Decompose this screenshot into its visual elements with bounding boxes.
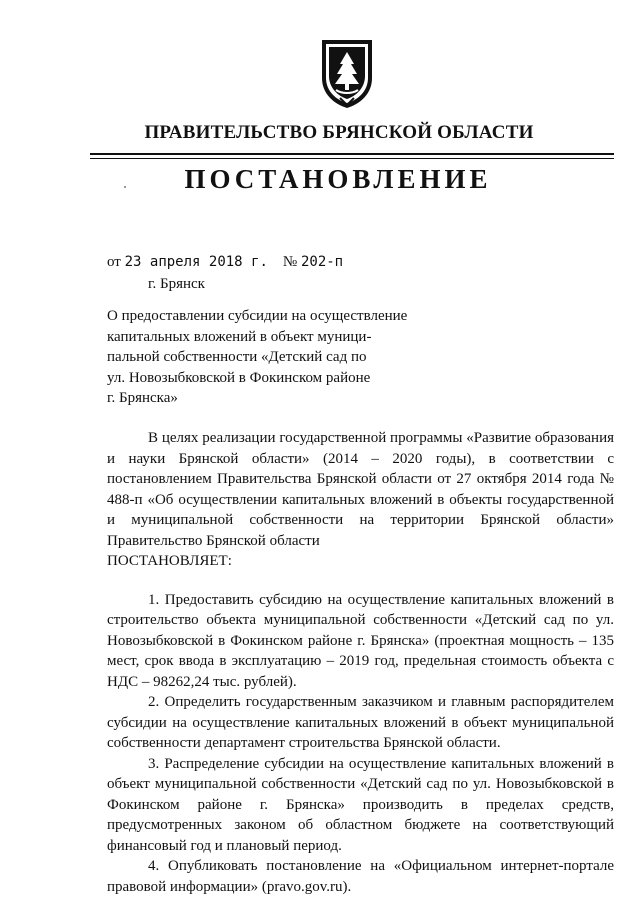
document-subject — [107, 306, 413, 409]
resolution-item: 3. Распределение субсидии на осуществление капитальных вложений в объект муниципальной собственности «Детский сад по ул. Новозыбковской в Фокинском районе г. Брянска» производить в пределах средств, предусмотренных законом об областном бюджете на соответствующий финансовый год и плановый период. — [107, 755, 614, 854]
document-type-title: ПОСТАНОВЛЕНИЕ — [184, 164, 492, 194]
resolution-item: 1. Предоставить субсидию на осуществление капитальных вложений в строительство объекта муниципальной собственности «Детский сад по ул. Новозыбковской в Фокинском районе г. Брянска» (проектная мощность – 135 мест, срок ввода в эксплуатацию – 2019 год, предельная стоимость объекта с НДС – 98262,24 тыс. рублей). — [107, 591, 614, 690]
subject-line: ул. Новозыбковской в Фокинском районе — [107, 369, 371, 386]
document-date: 23 апреля 2018 г. — [124, 254, 268, 270]
header-divider — [90, 153, 614, 155]
date-number-line — [107, 254, 343, 271]
preamble-paragraph: В целях реализации государственной программы «Развитие образования и науки Брянской области» (2014 – 2020 годы), в соответствии с постановлением Правительства Брянской области от 27 октября 2014 года № 488-п «Об осуществлении капитальных вложений в объекты государственной и муниципальной собственности на территории Брянской области» Правительство Брянской области — [107, 430, 614, 549]
document-number: 202-п — [300, 254, 344, 270]
resolution-item: 4. Опубликовать постановление на «Официальном интернет-портале правовой информации» (pravo.gov.ru). — [107, 858, 614, 895]
document-body — [107, 428, 614, 897]
header-divider-thin — [90, 158, 614, 159]
subject-line: г. Брянска» — [107, 390, 178, 406]
authority-title: ПРАВИТЕЛЬСТВО БРЯНСКОЙ ОБЛАСТИ — [144, 122, 534, 143]
subject-line: пальной собственности «Детский сад по — [107, 349, 367, 365]
date-prefix: от — [107, 254, 125, 270]
resolves-heading: ПОСТАНОВЛЯЕТ: — [107, 553, 232, 569]
number-prefix: № — [282, 254, 301, 270]
subject-line: капитальных вложений в объект муници- — [107, 328, 372, 345]
bryansk-coat-of-arms-icon — [318, 38, 376, 110]
resolution-item: 2. Определить государственным заказчиком и главным распорядителем субсидии на осуществление капитальных вложений в объект муниципальной собственности департамент строительства Брянской области. — [107, 694, 614, 751]
document-city: г. Брянск — [148, 276, 205, 292]
subject-line: О предоставлении субсидии на осуществление — [107, 308, 408, 324]
